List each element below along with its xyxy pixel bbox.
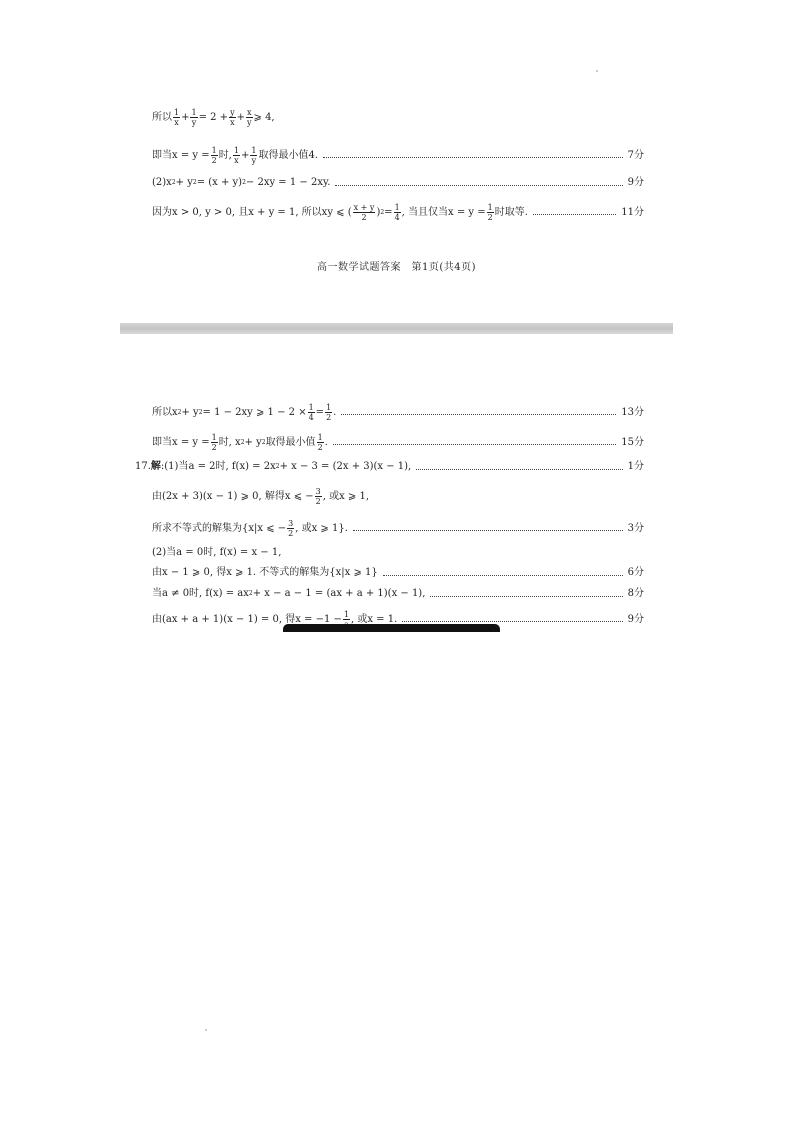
math-expression: 由(ax + a + 1)(x − 1) = 0, 得x = −1 − 1 , 或x = 1. [152,610,398,625]
scan-speck [205,1029,207,1031]
math-expression: 由(2x + 3)(x − 1) ⩾ 0, 解得x ⩽ − $\frac{3}{2}$ , 或x ⩾ 1, [152,487,370,506]
leader-dots [353,530,623,531]
answer-line [152,566,644,580]
question-number: 17. [135,461,151,472]
score-label: 6分 [627,567,644,578]
leader-dots [430,596,622,597]
black-bar-overlay [283,624,500,632]
question-17-line [135,460,644,474]
answer-line [152,146,644,165]
leader-dots [416,469,622,470]
math-expression: 17. 解 :(1)当a = 2时, f(x) = 2x 2 + x − 3 = (2x + 3)(x − 1), [135,461,412,472]
solution-label: 解 [150,461,161,472]
answer-line [152,176,644,190]
answer-line [152,433,644,452]
leader-dots [323,157,623,158]
score-label: 9分 [627,177,644,188]
math-expression: 即当x = y = $\frac{1}{2}$ 时, $\frac{1}{x}$ + $\frac{1}{y}$ 取得最小值4. [152,146,318,165]
math-expression: 所求不等式的解集为{x|x ⩽ − $\frac{3}{2}$ , 或x ⩾ 1}. [152,519,348,538]
scan-speck [596,70,598,72]
math-expression: 因为x > 0, y > 0, 且x + y = 1, 所以xy ⩽ ( $\frac{x + y}{2}$ ) 2 = $\frac{1}{4}$ , 当且仅当x = y = $\frac{1}{2}$ 时取等. [152,203,528,222]
answer-line [152,403,644,422]
math-expression: 由x − 1 ⩾ 0, 得x ⩾ 1. 不等式的解集为{x|x ⩾ 1} [152,567,378,578]
score-label: 3分 [627,522,644,534]
leader-dots [335,185,622,186]
leader-dots [383,575,623,576]
answer-line [152,108,644,127]
math-expression: 所以x 2 + y 2 = 1 − 2xy ⩾ 1 − 2 × $\frac{1}{4}$ = $\frac{1}{2}$ . [152,403,337,422]
leader-dots [533,214,616,215]
leader-dots [402,621,622,622]
score-label: 11分 [621,206,644,218]
leader-dots [333,444,616,445]
score-label: 7分 [627,149,644,161]
leader-dots [341,414,616,415]
score-label: 9分 [627,613,644,625]
page-footer: 高一数学试题答案 第1页(共4页) [316,262,477,273]
score-label: 15分 [621,436,644,448]
math-expression: 即当x = y = $\frac{1}{2}$ 时, x 2 + y 2 取得最小值 $\frac{1}{2}$ . [152,433,328,452]
page-divider [120,323,673,334]
score-label: 8分 [627,588,644,599]
math-expression: (2)x 2 + y 2 = (x + y) 2 − 2xy = 1 − 2xy. [152,177,331,188]
math-expression: 所以 $\frac{1}{x}$ + $\frac{1}{y}$ = 2 + $\frac{y}{x}$ + $\frac{x}{y}$ ⩾ 4, [152,108,275,127]
answer-line [152,203,644,222]
score-label: 1分 [627,461,644,472]
answer-line [152,487,644,506]
math-expression: (2)当a = 0时, f(x) = x − 1, [152,547,282,558]
math-expression: 当a ≠ 0时, f(x) = ax 2 + x − a − 1 = (ax + a + 1)(x − 1), [152,588,426,599]
answer-line [152,546,644,560]
answer-line [152,587,644,601]
answer-line [152,519,644,538]
score-label: 13分 [621,406,644,418]
